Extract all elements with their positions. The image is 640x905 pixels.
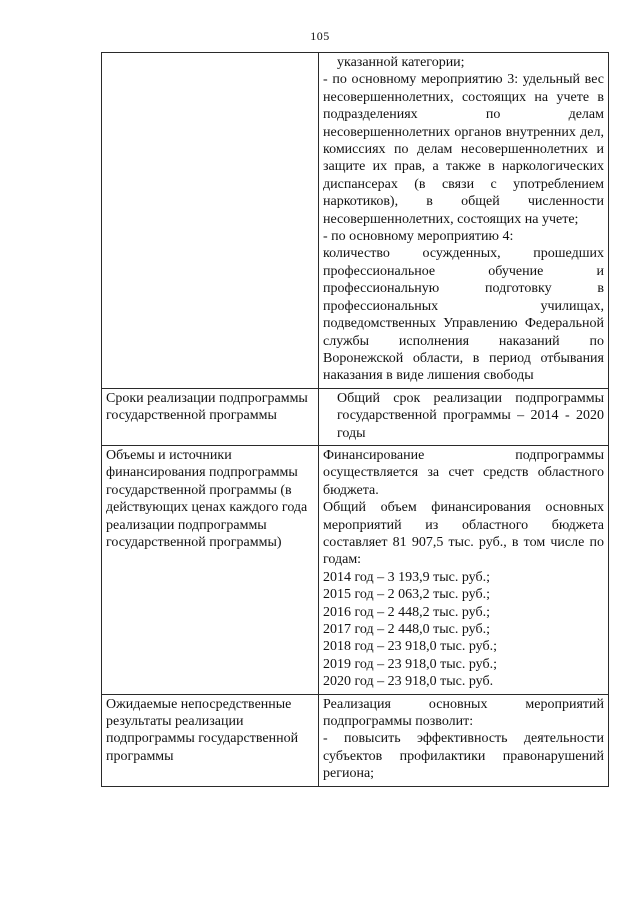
table-row-expected-results	[102, 694, 609, 786]
paragraph: Общий срок реализации подпрограммы государственной программы – 2014 - 2020 годы	[337, 390, 604, 441]
row-content-expected-results	[319, 694, 609, 786]
row-content-indicators	[319, 53, 609, 389]
table-row-terms	[102, 388, 609, 445]
year-amount: 2015 год – 2 063,2 тыс. руб.;	[323, 587, 490, 603]
paragraph: - повысить эффективность деятельности субъектов профилактики правонарушений региона;	[323, 731, 604, 782]
row-label-financing: Объемы и источники финансирования подпрограммы государственной программы (в действующих ценах каждого года реализации подпрограммы государственной программы)	[102, 445, 319, 694]
page-number: 105	[310, 29, 330, 43]
year-amount: 2014 год – 3 193,9 тыс. руб.;	[323, 569, 490, 585]
program-passport-table	[101, 52, 609, 787]
row-content-financing	[319, 445, 609, 694]
paragraph: - по основному мероприятию 4:	[323, 229, 514, 245]
paragraph: указанной категории;	[337, 55, 465, 70]
paragraph: количество осужденных, прошедших профессиональное обучение и профессиональную подготовку в профессиональных училищах, подведомственных Управлению Федеральной службы исполнения наказаний по Воронежской области, в период отбывания наказания в виде лишения свободы	[323, 246, 604, 384]
paragraph: - по основному мероприятию 3: удельный вес несовершеннолетних, состоящих на учете в подразделениях по делам несовершеннолетних органов внутренних дел, комиссиях по делам несовершеннолетних и защите их прав, а также в наркологических диспансерах (в связи с употреблением наркотиков), в общей численности несовершеннолетних, состоящих на учете;	[323, 72, 604, 227]
paragraph: Общий объем финансирования основных мероприятий из областного бюджета составляет 81 907,5 тыс. руб., в том числе по годам:	[323, 500, 604, 568]
table-row-indicators-continued	[102, 53, 609, 389]
paragraph: Финансирование подпрограммы осуществляется за счет средств областного бюджета.	[323, 447, 604, 498]
row-label-expected-results: Ожидаемые непосредственные результаты реализации подпрограммы государственной программы	[102, 694, 319, 786]
year-amount: 2020 год – 23 918,0 тыс. руб.	[323, 674, 494, 690]
year-amount: 2019 год – 23 918,0 тыс. руб.;	[323, 656, 497, 672]
row-label-terms: Сроки реализации подпрограммы государственной программы	[102, 388, 319, 445]
year-amount: 2016 год – 2 448,2 тыс. руб.;	[323, 604, 490, 620]
table-row-financing	[102, 445, 609, 694]
row-content-terms	[319, 388, 609, 445]
paragraph: Реализация основных мероприятий подпрограммы позволит:	[323, 696, 604, 730]
row-label-empty	[102, 53, 319, 389]
year-amount: 2018 год – 23 918,0 тыс. руб.;	[323, 639, 497, 655]
year-amount: 2017 год – 2 448,0 тыс. руб.;	[323, 622, 490, 637]
